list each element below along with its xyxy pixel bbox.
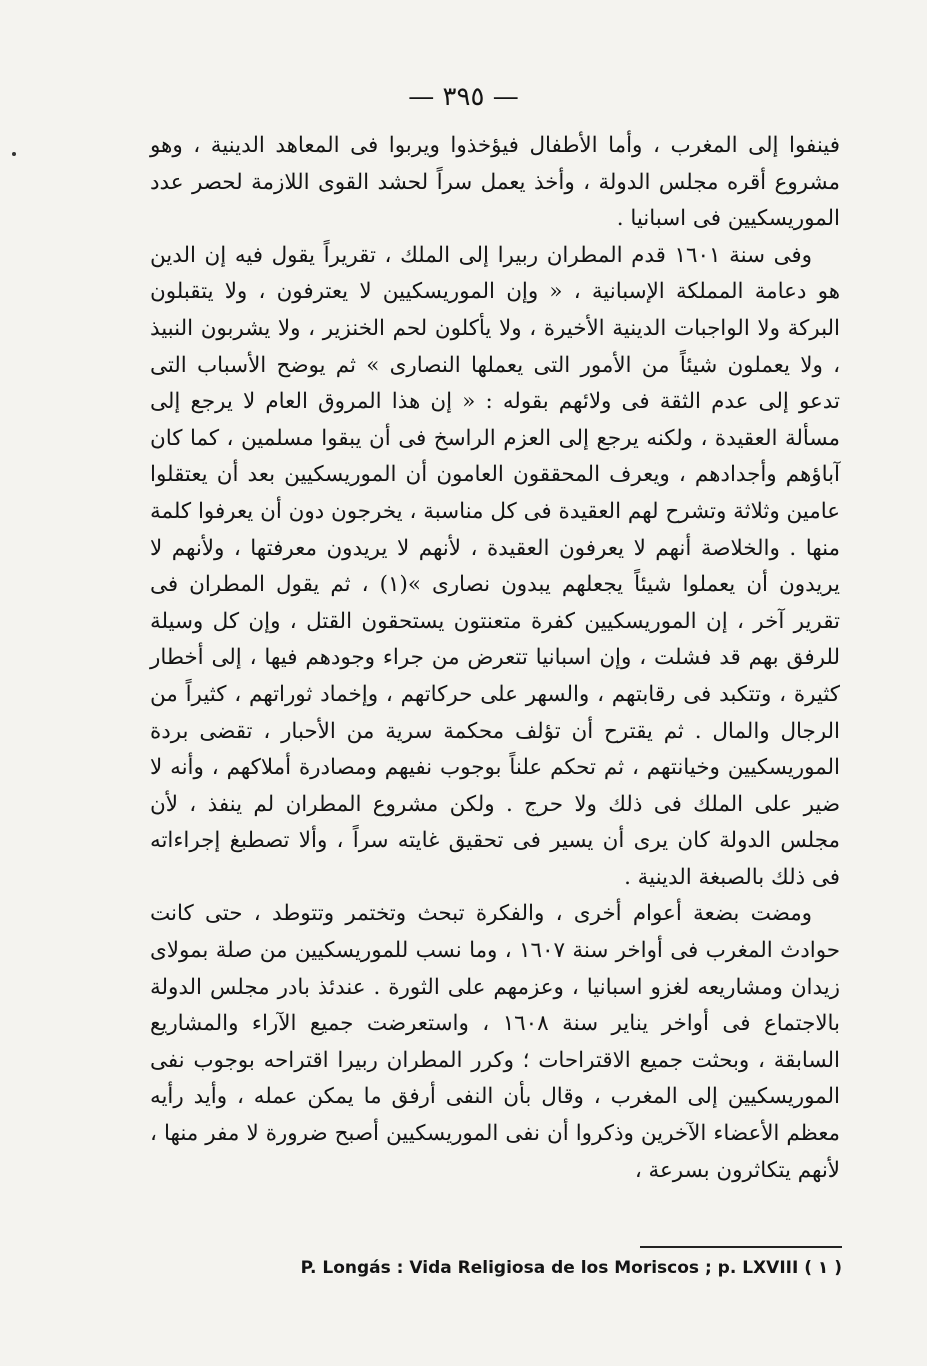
body-text (150, 128, 840, 1189)
paragraph-1: فينفوا إلى المغرب ، وأما الأطفال فيؤخذوا ويربوا فى المعاهد الدينية ، وهو مشروع أقره مجلس الدولة ، وأخذ يعمل سراً لحشد القوى اللازمة لحصر عدد الموريسكيين فى اسبانيا . (150, 133, 840, 232)
paragraph-2: وفى سنة ١٦٠١ قدم المطران ربيرا إلى الملك ، تقريراً يقول فيه إن الدين هو دعامة المملكة الإسبانية ، « وإن الموريسكيين لا يعترفون ، ولا يتقبلون البركة ولا الواجبات الدينية الأخيرة ، ولا يأكلون لحم الخنزير ، ولا يشربون النبيذ ، ولا يعملون شيئاً من الأمور التى يعملها النصارى » ثم يوضح الأسباب التى تدعو إلى عدم الثقة فى ولائهم بقوله : « إن هذا المروق العام لا يرجع إلى مسألة العقيدة ، ولكنه يرجع إلى العزم الراسخ فى أن يبقوا مسلمين ، كما كان آباؤهم وأجدادهم ، ويعرف المحققون العامون أن الموريسكيين بعد أن يعتقلوا عامين وثلاثة وتشرح لهم العقيدة فى كل مناسبة ، يخرجون دون أن يعرفوا كلمة منها . والخلاصة أنهم لا يعرفون العقيدة ، لأنهم لا يريدون معرفتها ، ولأنهم لا يريدون أن يعملوا شيئاً يجعلهم يبدون نصارى »(١) ، ثم يقول المطران فى تقرير آخر ، إن الموريسكيين كفرة متعنتون يستحقون القتل ، وإن كل وسيلة للرفق بهم قد فشلت ، وإن اسبانيا تتعرض من جراء وجودهم فيها ، إلى أخطار كثيرة ، وتتكبد فى رقابتهم ، والسهر على حركاتهم ، وإخماد ثوراتهم ، كثيراً من الرجال والمال . ثم يقترح أن تؤلف محكمة سرية من الأحبار ، تقضى بردة الموريسكيين وخيانتهم ، ثم تحكم علناً بوجوب نفيهم ومصادرة أملاكهم ، وأنه لا ضير على الملك فى ذلك ولا حرج . ولكن مشروع المطران لم ينفذ ، لأن مجلس الدولة كان يرى أن يسير فى تحقيق غايته سراً ، وألا تصطبغ إجراءاته فى ذلك بالصبغة الدينية . (150, 242, 841, 890)
footnote: P. Longás : Vida Religiosa de los Moriscos ; p. LXVIII ( ١ ) (300, 1258, 842, 1278)
scan-speck (12, 152, 16, 156)
paragraph-3: ومضت بضعة أعوام أخرى ، والفكرة تبحث وتختمر وتتوطد ، حتى كانت حوادث المغرب فى أواخر سنة ١٦٠٧ ، وما نسب للموريسكيين من صلة بمولاى زيدان ومشاريعه لغزو اسبانيا ، وعزمهم على الثورة . عندئذ بادر مجلس الدولة بالاجتماع فى أواخر يناير سنة ١٦٠٨ ، واستعرضت جميع الآراء والمشاريع السابقة ، وبحثت جميع الاقتراحات ؛ وكرر المطران ربيرا اقتراحه بوجوب نفى الموريسكيين إلى المغرب ، وقال بأن النفى أرفق ما يمكن عمله ، وأيد رأيه معظم الأعضاء الآخرين وذكروا أن نفى الموريسكيين أصبح ضرورة لا مفر منها ، لأنهم يتكاثرون بسرعة ، (150, 901, 841, 1183)
page-number: — ٣٩٥ — (408, 82, 519, 112)
footnote-divider (640, 1246, 842, 1248)
